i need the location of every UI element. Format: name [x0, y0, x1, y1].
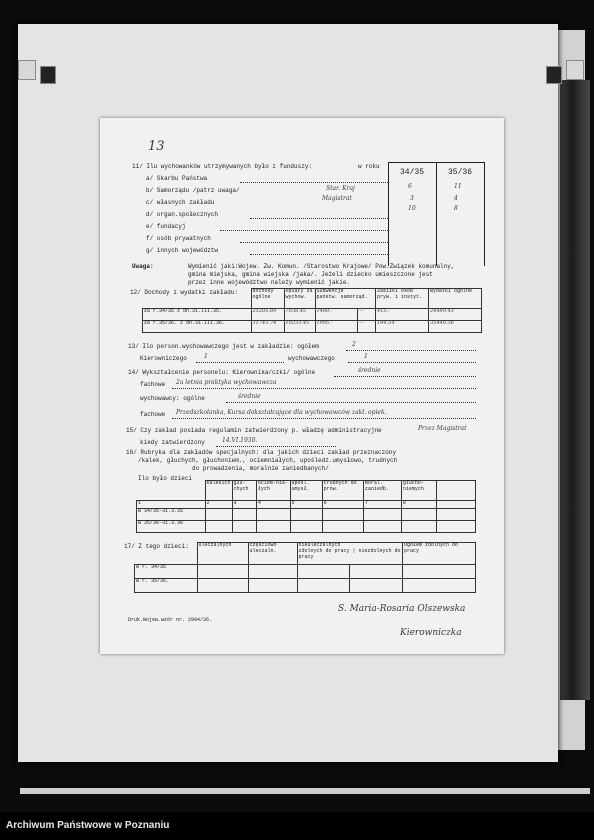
- q11-year2: 35/36: [448, 168, 473, 177]
- table-row: [143, 309, 482, 321]
- q14-wych-label: wychowawcy: ogólne: [140, 395, 205, 402]
- signature-title: Kierowniczka: [400, 628, 462, 638]
- q14-kier-fach-label: fachowe: [140, 381, 166, 388]
- q16-h-last: [437, 481, 476, 501]
- q16-cell: [205, 509, 232, 521]
- q16-ilo-label: Ilo było dzieci: [138, 475, 193, 482]
- table-row: [143, 321, 482, 333]
- print-mark: Druk.Wojew.wzór nr. 2994/36.: [128, 617, 213, 623]
- q11-dots-g: [250, 254, 388, 255]
- q14-kier-ogolne: średnie: [358, 367, 381, 374]
- q11-dots-a: [240, 182, 388, 183]
- q11-col-rule-2: [436, 162, 437, 266]
- q17-cell: [197, 565, 248, 579]
- q16-cell: [401, 521, 436, 533]
- q12-h-samorzad: samorząd.: [340, 293, 368, 300]
- q11-dots-e: [220, 230, 388, 231]
- q13-wych-label: wychowawczego: [288, 355, 335, 362]
- q16-cell: [363, 509, 401, 521]
- q16-cell: [322, 521, 363, 533]
- q12-h-zasilki: Zasiłki osób pryw. i instyt.: [376, 289, 429, 309]
- q12-row2-panstw: 1995.-: [315, 321, 358, 333]
- q16-h-ociemnialych: ociem-nia-łych: [256, 481, 290, 501]
- table-row: [135, 565, 476, 579]
- corner-mark-left-dark: [40, 66, 56, 84]
- q16-line2: /kalek, głuchych, głuchoniem., ociemniałych, upośledz.umysłowo, trudnych: [138, 457, 398, 464]
- table-row: [137, 521, 476, 533]
- q13-dots-wych: [348, 362, 476, 363]
- q12-row1-zasilki: 415.-: [376, 309, 429, 321]
- q17-h-ogolem: Ogółem zdolnych do pracy: [403, 543, 476, 565]
- q17-row2-label: w r. 35/36.: [135, 579, 198, 593]
- q14-dots-1: [334, 376, 476, 377]
- q16-h-uposl: upośl. umysł.: [290, 481, 322, 501]
- q11-dots-f: [240, 242, 388, 243]
- q12-row2-zasilki: 194.54: [376, 321, 429, 333]
- q14-wych-fach: Przedszkolanka, Kursa dokształcające dla wychowawców zakł. opiek.: [176, 409, 387, 416]
- q16-num-5: 5: [290, 501, 322, 509]
- corner-mark-right-dark: [546, 66, 562, 84]
- bottom-edge: [20, 788, 590, 794]
- q13-wych: 1: [364, 353, 368, 360]
- table-row: [135, 579, 476, 593]
- q12-table: [142, 288, 482, 333]
- q14-kier-fach: 2a letnia praktyka wychowawcza: [176, 379, 277, 386]
- q16-cell: [401, 509, 436, 521]
- q16-h-gluchoniemych: głucho-niemych: [401, 481, 436, 501]
- q16-cell: [256, 521, 290, 533]
- q17-h-nieul-label: nieuleczalnych: [298, 542, 341, 548]
- q13-title: 13/ Ilo person.wychowawczego jest w zakładzie: ogółem: [128, 343, 319, 350]
- q12-title: 12/ Dochody i wydatki zakładu:: [130, 289, 239, 296]
- corner-mark-left: [18, 60, 36, 80]
- q12-h-wydatki: Wydatki ogólne: [429, 289, 482, 309]
- q11-row-b-note: Star. Kraj: [326, 185, 355, 192]
- uwaga-line2: gmina miejska, gmina wiejska /jaka/. Jeżeli dziecko umieszczone jest: [188, 271, 433, 278]
- q11-row-e: e/ fundacyj: [146, 223, 186, 230]
- q16-h-kalekich: kalekich: [205, 481, 232, 501]
- q12-row1-wydatki: 24489.43: [429, 309, 482, 321]
- q11-row-d: d/ organ.społecznych: [146, 211, 219, 218]
- q14-wych-fach-label: fachowe: [140, 411, 166, 418]
- q17-cell: [350, 579, 403, 593]
- q12-h-oplaty: opłaty za wychow.: [284, 289, 315, 309]
- page-number: 13: [148, 139, 165, 154]
- q12-row2-oplaty: 10233.45: [284, 321, 315, 333]
- q16-num-blank: [437, 501, 476, 509]
- signature-name: S. Maria-Rosaria Olszewska: [338, 604, 466, 614]
- q16-num-8: 8: [401, 501, 436, 509]
- q15-kiedy-label: kiedy zatwierdzony: [140, 439, 205, 446]
- q14-wych-ogolne: średnie: [238, 393, 261, 400]
- q11-row-d-v2: 8: [454, 205, 458, 212]
- q16-table: [136, 480, 476, 533]
- questionnaire-page: [100, 118, 504, 654]
- q11-col-rule-3: [484, 162, 485, 266]
- q12-row2-label: za r.35/36. z dn.31.III.36.: [143, 321, 252, 333]
- q16-cell: [290, 521, 322, 533]
- q11-row-f: f/ osób prywatnych: [146, 235, 211, 242]
- q17-h-niezdolnych: niezdolnych do pracy: [298, 547, 401, 560]
- q15-value: Przez Magistrat: [418, 425, 467, 432]
- q11-row-b-v1: 6: [408, 183, 412, 190]
- archive-footer: [0, 812, 594, 840]
- q12-h-subwencje-sub: [317, 295, 375, 301]
- q17-row1-label: w r. 34/35: [135, 565, 198, 579]
- q13-total: 2: [352, 341, 356, 348]
- q17-cell: [297, 565, 350, 579]
- q17-h-nieul-sub: zdolnych do pracy | niezdolnych do pracy: [298, 547, 401, 560]
- q16-num-1: 1: [137, 501, 206, 509]
- q11-row-c-note: Magistrat: [322, 195, 352, 202]
- q12-h-panstw: państw.: [316, 293, 338, 300]
- q17-cell: [350, 565, 403, 579]
- q11-row-b-v2: 11: [454, 183, 462, 190]
- q16-cell: [232, 509, 256, 521]
- q16-h-trudnych: trudnych do prow.: [322, 481, 363, 501]
- q12-corner: [143, 289, 252, 309]
- q17-cell: [248, 579, 297, 593]
- q16-cell: [322, 509, 363, 521]
- q17-h-czesciowo: częściowo uleczaln.: [248, 543, 297, 565]
- q14-title: 14/ Wykształcenie personelu: Kierownika/czki/ ogólne: [128, 369, 316, 376]
- q11-row-c: c/ własnych zakładu: [146, 199, 215, 206]
- table-row: [137, 509, 476, 521]
- q11-col-rule-1: [388, 162, 389, 266]
- q15-title: 15/ Czy zakład posiada regulamin zatwierdzony p. władzę administracyjne: [126, 427, 382, 434]
- q13-dots-total: [346, 350, 476, 351]
- q16-num-3: 3: [232, 501, 256, 509]
- q17-h-zdolnych: zdolnych do pracy: [298, 547, 350, 554]
- q15-dots: [216, 446, 336, 447]
- q12-row2-dochody: 31743.74: [251, 321, 284, 333]
- q17-cell: [248, 565, 297, 579]
- q16-cell: [437, 509, 476, 521]
- q14-dots-4: [172, 418, 476, 419]
- q11-row-c-v1: 3: [410, 195, 414, 202]
- q16-row2-label: w 35/36-31.3.36: [137, 521, 206, 533]
- q11-w-roku: w roku: [358, 163, 380, 170]
- q17-h-nieuleczalnych: [297, 543, 403, 565]
- uwaga-line3: przez inne województwo należy wymienić jakie.: [188, 279, 351, 286]
- q12-row2-wydatki: 35449.36: [429, 321, 482, 333]
- q11-row-b: b/ Samorządu /patrz uwaga/: [146, 187, 240, 194]
- uwaga-label: Uwaga:: [132, 263, 154, 270]
- q11-dots-d: [250, 218, 388, 219]
- q17-h-uleczalnych: uleczalnych: [197, 543, 248, 565]
- q16-row1-label: w 34/35-31.3.35: [137, 509, 206, 521]
- q12-h-subwencje: [315, 289, 376, 309]
- q16-title: 16/ Rubryka dla zakładów specjalnych: dla jakich dzieci zakład przeznaczony: [126, 449, 397, 456]
- q17-corner: [135, 543, 198, 565]
- archive-label: Archiwum Państwowe w Poznaniu: [6, 820, 170, 831]
- q11-row-a: a/ Skarbu Państwa: [146, 175, 208, 182]
- q16-cell: [256, 509, 290, 521]
- q12-row1-samorzad: —: [358, 309, 376, 321]
- q12-row2-samorzad: —: [358, 321, 376, 333]
- q11-year1: 34/35: [400, 168, 425, 177]
- q16-cell: [437, 521, 476, 533]
- q17-cell: [403, 565, 476, 579]
- q12-row1-oplaty: 7038.45: [284, 309, 315, 321]
- q16-h-moral: moral. zaniedb.: [363, 481, 401, 501]
- q17-cell: [197, 579, 248, 593]
- q11-row-c-v2: 4: [454, 195, 458, 202]
- q12-h-subwencje-label: Subwencje: [316, 288, 344, 294]
- q17-title: 17/ Z tego dzieci:: [124, 543, 189, 550]
- q17-cell: [297, 579, 350, 593]
- q16-num-7: 7: [363, 501, 401, 509]
- background-edge: [560, 80, 590, 700]
- q16-corner: [137, 481, 206, 501]
- q16-num-4: 4: [256, 501, 290, 509]
- q17-cell: [403, 579, 476, 593]
- q12-row1-label: za r.34/35 z dn.31.III.35.: [143, 309, 252, 321]
- q16-num-6: 6: [322, 501, 363, 509]
- q15-kiedy: 14.VI.1930.: [222, 437, 258, 444]
- uwaga-line1: Wymienić jaki:Wojew. Zw. Komun. /Starostwo Krajowe/ Pow.Związek komunalny,: [188, 263, 455, 270]
- q17-table: [134, 542, 476, 593]
- q11-row-d-v1: 10: [408, 205, 416, 212]
- q16-h-gluchych: głu-chych: [232, 481, 256, 501]
- q16-cell: [205, 521, 232, 533]
- q12-row1-dochody: 25205.89: [251, 309, 284, 321]
- q16-cell: [232, 521, 256, 533]
- q11-title: 11/ Ilu wychowanków utrzymywanych było z funduszy:: [132, 163, 313, 170]
- q16-cell: [290, 509, 322, 521]
- q14-dots-2: [172, 388, 476, 389]
- q14-dots-3: [226, 402, 476, 403]
- q13-kier: 1: [204, 353, 208, 360]
- q13-dots-kier: [196, 362, 284, 363]
- q16-line3: do prowadzenia, moralnie zaniedbanych/: [192, 465, 329, 472]
- q16-num-2: 2: [205, 501, 232, 509]
- q11-row-g: g/ innych województw: [146, 247, 219, 254]
- q13-kier-label: Kierowniczego: [140, 355, 187, 362]
- q12-h-dochody: dochody ogólne: [251, 289, 284, 309]
- q12-row1-panstw: 1400.-: [315, 309, 358, 321]
- corner-mark-right: [566, 60, 584, 80]
- q16-cell: [363, 521, 401, 533]
